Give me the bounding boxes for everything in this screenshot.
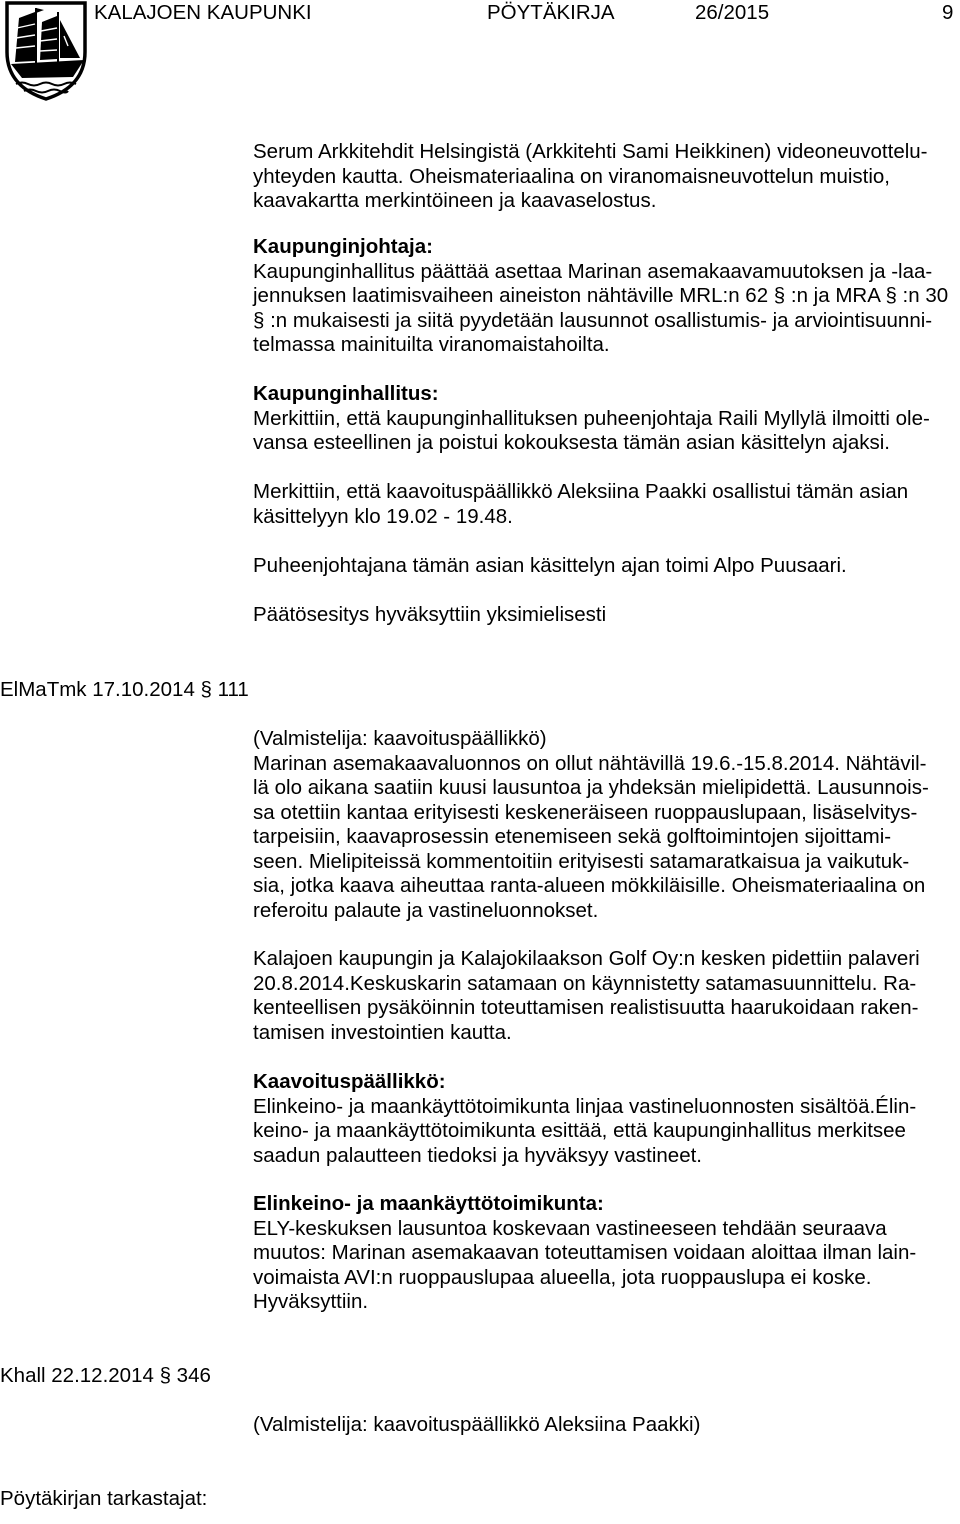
- header-doc-type: PÖYTÄKIRJA: [487, 1, 615, 24]
- preparer-line: (Valmistelija: kaavoituspäällikkö Aleksiina Paakki): [253, 1413, 701, 1436]
- text-line: seen. Mielipiteissä kommentoitiin erityisesti satamaratkaisua ja vaikutuk-: [253, 849, 910, 873]
- intro-paragraph: [253, 140, 928, 214]
- khall-preparation: [253, 1413, 700, 1438]
- section-reference-elmatmk: [0, 678, 249, 703]
- ship-sail-aft: [40, 16, 57, 60]
- text-line: Hyväksyttiin.: [253, 1290, 369, 1313]
- minutes-checkers-label: [0, 1487, 207, 1512]
- planning-chief-proposal: [253, 1070, 916, 1168]
- text-line: sia, jotka kaava aiheuttaa ranta-alueen mökkiläisille. Oheismateriaalina on: [253, 874, 926, 897]
- text-line: Serum Arkkitehdit Helsingistä (Arkkitehti Sami Heikkinen) videoneuvottelu-: [253, 140, 928, 163]
- text-line: kaavakartta merkintöineen ja kaavaselostus.: [253, 189, 657, 212]
- text-line: Päätösesitys hyväksyttiin yksimielisesti: [253, 603, 607, 626]
- header-page-number: 9: [942, 1, 954, 24]
- header-org-name: KALAJOEN KAUPUNKI: [94, 1, 312, 24]
- text-line: Marinan asemakaavaluonnos on ollut nähtävillä 19.6.-15.8.2014. Nähtävil-: [253, 751, 927, 775]
- text-line: voimaista AVI:n ruoppauslupaa alueella, jota ruoppauslupa ei koske.: [253, 1265, 872, 1289]
- chair-note: [253, 554, 847, 579]
- text-line: käsittelyyn klo 19.02 - 19.48.: [253, 504, 513, 528]
- text-line: ELY-keskuksen lausuntoa koskevaan vastineeseen tehdään seuraava: [253, 1216, 887, 1240]
- section-reference-khall: [0, 1364, 211, 1389]
- decision: [253, 603, 606, 628]
- preparer-line: (Valmistelija: kaavoituspäällikkö): [253, 727, 547, 750]
- elmatmk-preparation: [253, 727, 929, 923]
- text-line: yhteyden kautta. Oheismateriaalina on viranomaisneuvottelun muistio,: [253, 164, 890, 188]
- text-line: Puheenjohtajana tämän asian käsittelyn ajan toimi Alpo Puusaari.: [253, 554, 847, 577]
- text-line: telmassa mainituilta viranomaistahoilta.: [253, 333, 610, 356]
- section-heading: Kaupunginjohtaja:: [253, 235, 433, 258]
- text-line: jennuksen laatimisvaiheen aineiston nähtäville MRL:n 62 § :n ja MRA § :n 30: [253, 284, 949, 307]
- text-line: Pöytäkirjan tarkastajat:: [0, 1487, 208, 1510]
- text-line: sa otettiin kantaa erityisesti keskeneräiseen ruoppauslupaan, lisäselvitys-: [253, 800, 918, 824]
- section-heading: Elinkeino- ja maankäyttötoimikunta:: [253, 1192, 604, 1215]
- text-line: 20.8.2014.Keskuskarin satamaan on käynnistetty satamasuunnittelu. Ra-: [253, 971, 917, 995]
- text-line: tamisen investointien kautta.: [253, 1020, 512, 1044]
- text-line: Merkittiin, että kaupunginhallituksen puheenjohtaja Raili Myllylä ilmoitti ole-: [253, 406, 930, 430]
- board-note: [253, 382, 930, 456]
- mayor-proposal: [253, 235, 948, 358]
- coat-of-arms-ship-icon: [2, 0, 90, 102]
- committee-decision: [253, 1192, 916, 1315]
- header-meeting-number: 26/2015: [695, 1, 770, 24]
- reference-label: Khall 22.12.2014 § 346: [0, 1364, 211, 1387]
- reference-label: ElMaTmk 17.10.2014 § 111: [0, 678, 249, 701]
- text-line: § :n mukaisesti ja siitä pyydetään lausunnot osallistumis- ja arviointisuunni-: [253, 308, 933, 332]
- text-line: saadun palautteen tiedoksi ja hyväksyy vastineet.: [253, 1143, 702, 1167]
- text-line: tarpeisiin, kaavaprosessin etenemiseen sekä golftoimintojen sijoittami-: [253, 825, 892, 848]
- text-line: lä olo aikana saatiin kuusi lausuntoa ja yhdeksän mielipidettä. Lausunnois-: [253, 776, 929, 799]
- section-heading: Kaupunginhallitus:: [253, 382, 439, 405]
- section-heading: Kaavoituspäällikkö:: [253, 1070, 446, 1093]
- text-line: muutos: Marinan asemakaavan toteuttamisen voidaan aloittaa ilman lain-: [253, 1241, 917, 1264]
- attendance-note: [253, 480, 908, 529]
- text-line: Elinkeino- ja maankäyttötoimikunta linjaa vastineluonnosten sisältöä.Élin-: [253, 1094, 917, 1118]
- text-line: Kalajoen kaupungin ja Kalajokilaakson Golf Oy:n kesken pidettiin palaveri: [253, 947, 920, 970]
- text-line: referoitu palaute ja vastineluonnokset.: [253, 898, 599, 922]
- text-line: keino- ja maankäyttötoimikunta esittää, että kaupunginhallitus merkitsee: [253, 1119, 906, 1142]
- text-line: kenteellisen pysäköinnin toteuttamisen realistisuutta haarukoidaan raken-: [253, 996, 919, 1019]
- text-line: vansa esteellinen ja poistui kokouksesta tämän asian käsittelyn ajaksi.: [253, 431, 890, 454]
- text-line: Kaupunginhallitus päättää asettaa Marinan asemakaavamuutoksen ja -laa-: [253, 259, 933, 283]
- text-line: Merkittiin, että kaavoituspäällikkö Aleksiina Paakki osallistui tämän asian: [253, 480, 909, 503]
- golf-meeting-paragraph: [253, 947, 920, 1045]
